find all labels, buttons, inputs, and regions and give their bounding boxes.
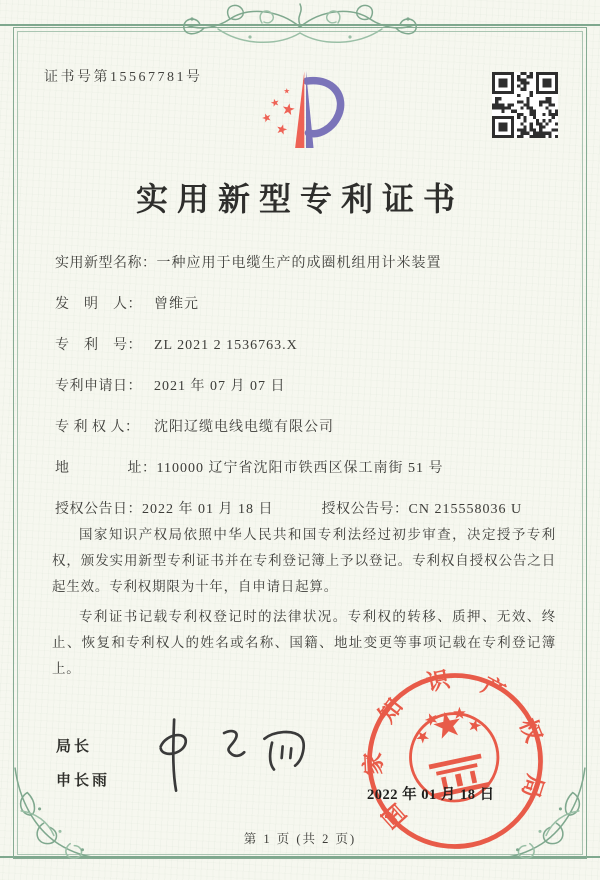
seal-char: 家	[360, 751, 387, 776]
official-role: 局长	[56, 738, 93, 755]
field-value: 2021 年 07 月 07 日	[154, 379, 286, 394]
field-patent-number	[55, 334, 556, 358]
page-number: 第 1 页 (共 2 页)	[243, 832, 357, 846]
field-value: ZL 2021 2 1536763.X	[154, 338, 298, 353]
field-grant-date	[55, 498, 274, 522]
bottom-rule-line	[0, 856, 600, 858]
field-label: 专 利 权 人：	[55, 420, 140, 435]
field-label: 专利申请日：	[55, 379, 142, 394]
seal-char: 权	[514, 715, 547, 746]
field-grant-number	[322, 498, 523, 522]
field-value: 2022 年 01 月 18 日	[142, 502, 274, 517]
top-flourish-ornament	[158, 1, 442, 51]
field-inventor	[55, 293, 556, 317]
field-label: 授权公告日：	[55, 502, 142, 517]
field-label: 地 址：	[55, 461, 157, 476]
seal-char: 识	[424, 666, 452, 696]
field-grant-row	[55, 498, 556, 522]
official-name: 申长雨	[56, 772, 111, 789]
field-application-date	[55, 375, 556, 399]
official-block	[56, 730, 110, 798]
legal-paragraph-2: 专利证书记载专利权登记时的法律状况。专利权的转移、质押、无效、终止、恢复和专利权人的姓名或名称、国籍、地址变更等事项记载在专利登记簿上。	[52, 609, 556, 676]
certificate-title: 实用新型专利证书	[135, 181, 464, 217]
field-value: 110000 辽宁省沈阳市铁西区保工南街 51 号	[156, 461, 444, 476]
qr-code	[492, 72, 558, 138]
top-rule-line	[0, 24, 600, 26]
field-value: 一种应用于电缆生产的成圈机组用计米装置	[156, 256, 442, 271]
certificate-number: 证书号第15567781号	[44, 70, 203, 85]
certificate-fields	[55, 252, 556, 539]
legal-paragraph-1: 国家知识产权局依照中华人民共和国专利法经过初步审查，决定授予专利权，颁发实用新型专利证书并在专利登记簿上予以登记。专利权自授权公告之日起生效。专利权期限为十年，自申请日起算。	[52, 527, 556, 594]
field-value: 曾维元	[154, 297, 199, 312]
seal-char: 产	[477, 672, 510, 706]
field-label: 专 利 号：	[55, 338, 142, 353]
field-label: 发 明 人：	[55, 297, 142, 312]
field-utility-model-name	[55, 252, 556, 276]
director-signature	[130, 710, 345, 806]
seal-date: 2022 年 01 月 18 日	[367, 787, 495, 803]
field-label: 实用新型名称：	[55, 256, 157, 271]
field-value: CN 215558036 U	[408, 502, 523, 517]
field-value: 沈阳辽缆电线电缆有限公司	[154, 420, 334, 435]
seal-char: 国	[377, 798, 412, 833]
seal-char: 知	[373, 694, 408, 728]
seal-char: 局	[517, 771, 548, 801]
field-label: 授权公告号：	[321, 502, 409, 517]
field-address	[55, 457, 556, 481]
cnipa-logo-icon	[248, 66, 364, 158]
field-patentee	[55, 416, 556, 440]
